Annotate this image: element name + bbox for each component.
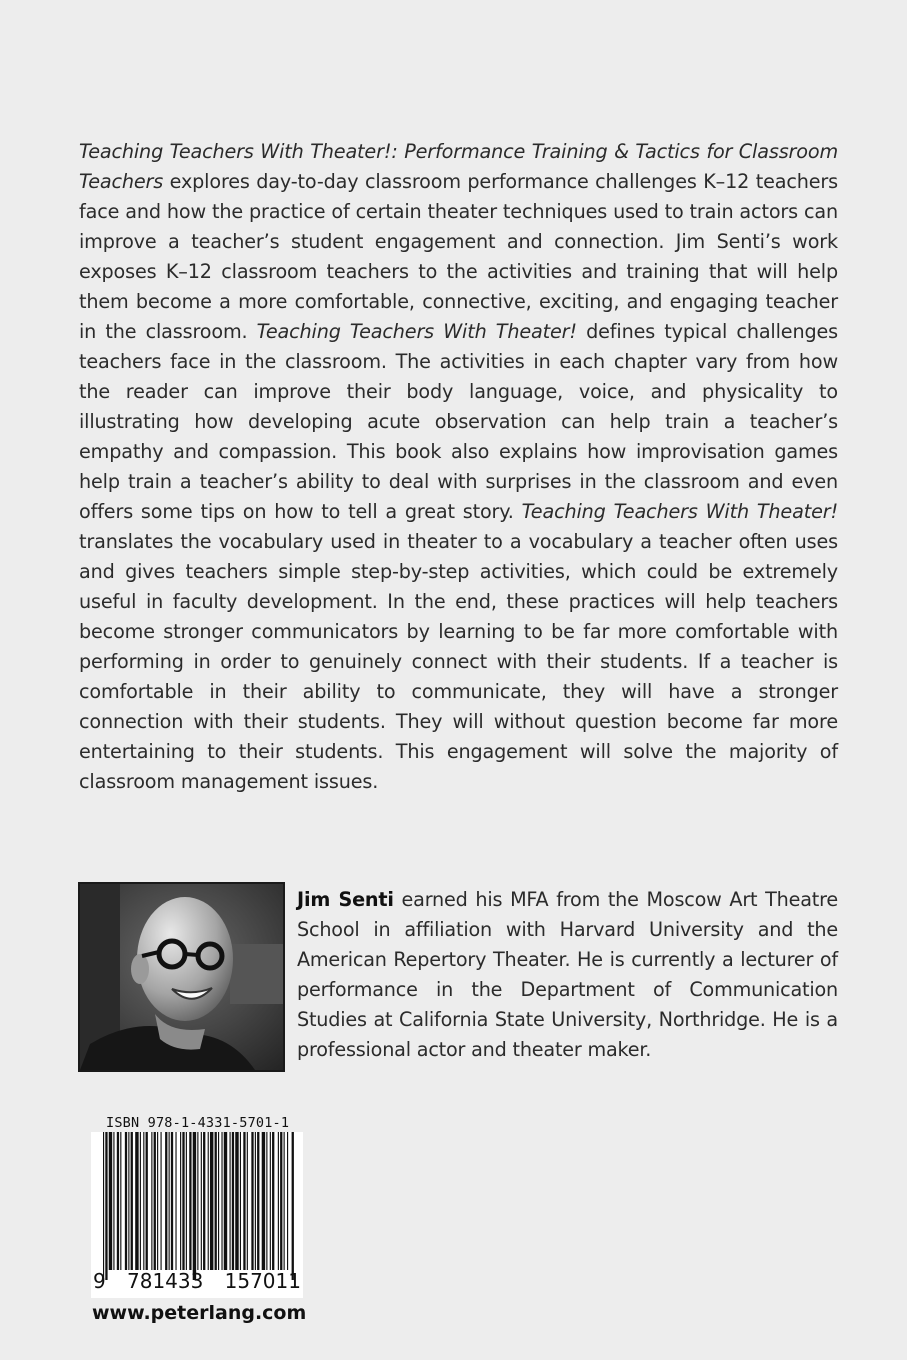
blurb-text-1: explores day-to-day classroom performance challenges K–12 teachers face and how the practice of certain theater techniques used to train actors can improve a teacher’s student engagement and connection. Jim Senti’s work exposes K–12 classroom teachers to the activities and training that will help them become a more comfortable, connective, exciting, and engaging teacher in the classroom. bbox=[79, 170, 838, 343]
barcode-bar bbox=[210, 1132, 213, 1270]
barcode-bar bbox=[284, 1132, 285, 1270]
barcode-bar bbox=[255, 1132, 256, 1270]
barcode-bar bbox=[262, 1132, 265, 1270]
barcode-bar bbox=[266, 1132, 267, 1270]
author-name: Jim Senti bbox=[297, 888, 394, 911]
barcode-bar bbox=[154, 1132, 156, 1270]
barcode-bar bbox=[203, 1132, 205, 1270]
barcode-bar bbox=[175, 1132, 176, 1270]
barcode-bar bbox=[215, 1132, 217, 1270]
barcode-bar bbox=[143, 1132, 144, 1270]
barcode-bar bbox=[182, 1132, 184, 1270]
barcode-bar bbox=[243, 1132, 245, 1270]
barcode-bar bbox=[251, 1132, 253, 1270]
book-title: Teaching Teachers With Theater!: Performance Training & Tactics for Classroom Teachers bbox=[79, 140, 838, 193]
author-bio bbox=[297, 885, 838, 1065]
barcode-bar bbox=[208, 1132, 209, 1270]
barcode-bar bbox=[247, 1132, 248, 1270]
barcode-bar bbox=[193, 1132, 196, 1280]
barcode-bar bbox=[270, 1132, 271, 1270]
barcode-bar bbox=[232, 1132, 234, 1270]
barcode-bar bbox=[113, 1132, 114, 1270]
barcode-bar bbox=[131, 1132, 133, 1270]
barcode-bar bbox=[189, 1132, 191, 1270]
blurb-text-3: translates the vocabulary used in theater to a vocabulary a teacher often uses and gives teachers simple step-by-step activities, which could be extremely useful in faculty development. In the end, these practices will help teachers become stronger communicators by learning to be far more comfortable with performing in order to genuinely connect with their students. If a teacher is comfortable in their ability to communicate, they will have a stronger connection with their students. They will without question become far more entertaining to their students. This engagement will solve the majority of classroom management issues. bbox=[79, 530, 838, 793]
barcode-bar bbox=[218, 1132, 219, 1270]
author-photo bbox=[78, 882, 285, 1072]
barcode-bar bbox=[171, 1132, 173, 1270]
barcode-digits bbox=[91, 1269, 303, 1293]
barcode-bar bbox=[280, 1132, 282, 1270]
back-cover-blurb bbox=[79, 137, 838, 797]
barcode-bar bbox=[135, 1132, 138, 1270]
barcode-bar bbox=[201, 1132, 202, 1270]
barcode-digit-group: 157011 bbox=[224, 1269, 301, 1293]
barcode-bar bbox=[240, 1132, 241, 1270]
barcode-bar bbox=[109, 1132, 112, 1270]
barcode-bar bbox=[292, 1132, 294, 1280]
blurb-text-2: defines typical challenges teachers face in the classroom. The activities in each chapter vary from how the reader can improve their body language, voice, and physicality to illustrating how developing acute observation can help train a teacher’s empathy and compassion. This book also explains how improvisation games help train a teacher’s ability to deal with surprises in the classroom and even offers some tips on how to tell a great story. bbox=[79, 320, 838, 523]
barcode-bar bbox=[186, 1132, 187, 1270]
barcode-bar bbox=[235, 1132, 238, 1270]
author-bio-text: earned his MFA from the Moscow Art Theatre School in affiliation with Harvard University and the American Repertory Theater. He is currently a lecturer of performance in the Department of Communication Studies at California State University, Northridge. He is a professional actor and theater maker. bbox=[297, 888, 838, 1061]
barcode-digit-group: 9 bbox=[93, 1269, 106, 1293]
isbn-label: ISBN 978-1-4331-5701-1 bbox=[106, 1115, 290, 1131]
barcode-bar bbox=[272, 1132, 274, 1270]
book-title-ref-2: Teaching Teachers With Theater! bbox=[521, 500, 839, 523]
barcode-bar bbox=[197, 1132, 198, 1270]
barcode-bar bbox=[128, 1132, 129, 1270]
barcode-bar bbox=[140, 1132, 141, 1270]
barcode-bar bbox=[120, 1132, 121, 1270]
barcode-bar bbox=[257, 1132, 259, 1270]
barcode-bar bbox=[157, 1132, 158, 1270]
barcode-bar bbox=[117, 1132, 119, 1270]
barcode-bar bbox=[151, 1132, 152, 1270]
barcode-bar bbox=[161, 1132, 162, 1270]
barcode-bar bbox=[287, 1132, 288, 1270]
barcode-bar bbox=[230, 1132, 231, 1270]
barcode-bar bbox=[103, 1132, 104, 1280]
barcode-bar bbox=[146, 1132, 148, 1270]
barcode-bar bbox=[169, 1132, 170, 1270]
barcode-bar bbox=[221, 1132, 222, 1270]
publisher-website: www.peterlang.com bbox=[92, 1302, 307, 1324]
barcode-bar bbox=[125, 1132, 127, 1270]
barcode-bar bbox=[180, 1132, 181, 1270]
book-title-ref-1: Teaching Teachers With Theater! bbox=[256, 320, 577, 343]
barcode-bar bbox=[105, 1132, 107, 1280]
barcode-bar bbox=[278, 1132, 279, 1270]
barcode-bar bbox=[224, 1132, 227, 1270]
barcode-bar bbox=[165, 1132, 167, 1270]
barcode-digit-group: 781433 bbox=[127, 1269, 204, 1293]
